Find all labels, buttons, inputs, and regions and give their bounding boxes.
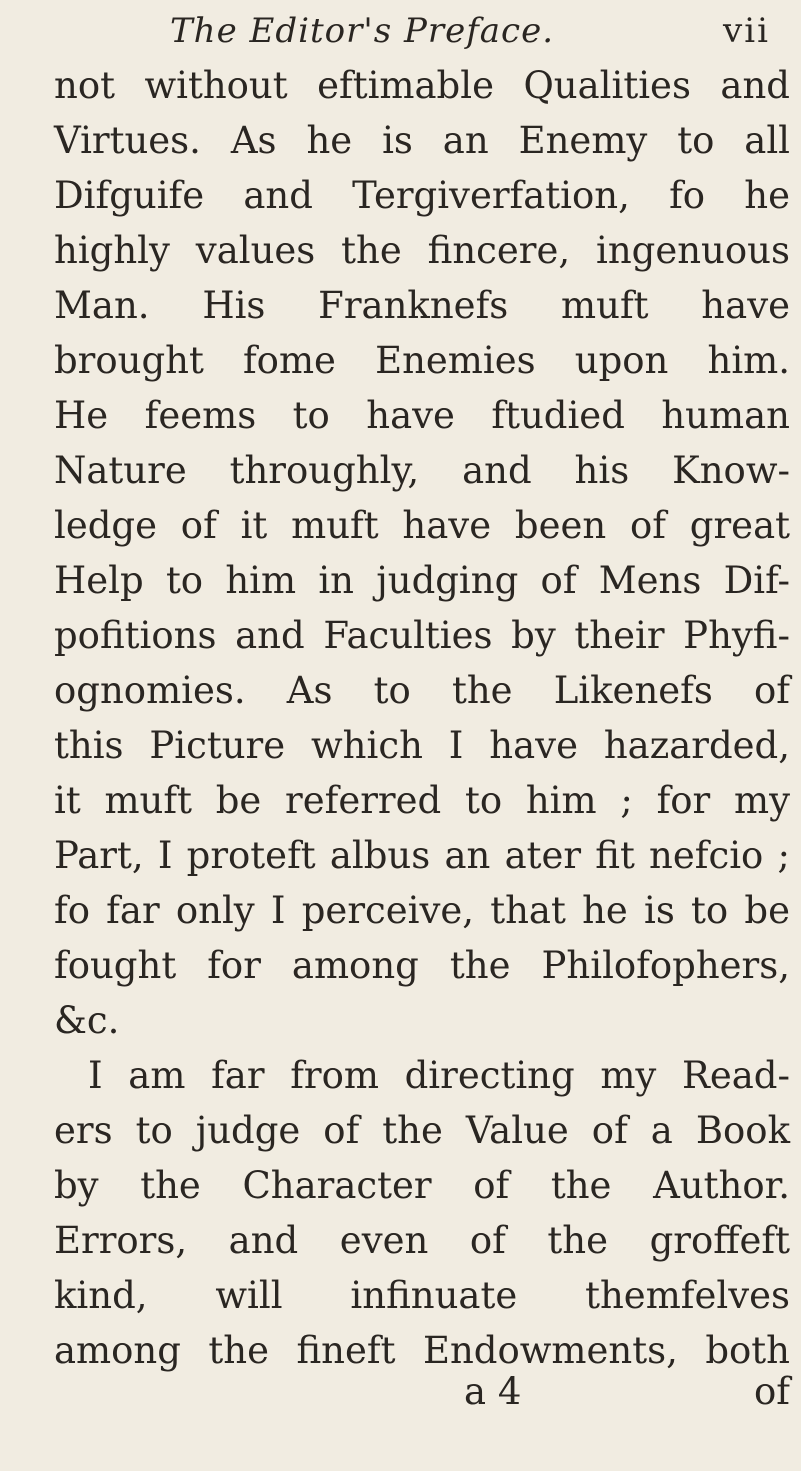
text-line: Nature throughly, and his Know- (54, 449, 790, 492)
text-line: Errors, and even of the groffeft (54, 1219, 790, 1262)
text-line: Help to him in judging of Mens Dif- (54, 559, 790, 602)
text-line: fo far only I perceive, that he is to be (54, 889, 790, 932)
text-line: it muft be referred to him ; for my (54, 779, 790, 822)
text-line: not without eftimable Qualities and (54, 64, 790, 107)
running-head: The Editor's Preface. (170, 11, 555, 51)
text-line: He feems to have ftudied human (54, 394, 790, 437)
text-line: among the fineft Endowments, both (54, 1329, 790, 1372)
text-line: I am far from directing my Read- (88, 1054, 790, 1097)
page-number: vii (723, 11, 770, 51)
paragraph-1 (54, 58, 790, 1048)
text-line: brought fome Enemies upon him. (54, 339, 790, 382)
catchword: of (754, 1370, 790, 1413)
text-line: Man. His Franknefs muft have (54, 284, 790, 327)
text-line: ledge of it muft have been of great (54, 504, 790, 547)
text-line: fought for among the Philofophers, (54, 944, 790, 987)
text-line: by the Character of the Author. (54, 1164, 790, 1207)
page-header (170, 8, 790, 54)
paragraph-2 (54, 1048, 790, 1378)
text-line: this Picture which I have hazarded, (54, 724, 790, 767)
text-line: &c. (54, 999, 120, 1042)
text-line: Difguife and Tergiverfation, fo he (54, 174, 790, 217)
signature-mark: a 4 (464, 1370, 522, 1413)
text-line: Virtues. As he is an Enemy to all (54, 119, 790, 162)
page-footer (54, 1368, 790, 1416)
text-line: kind, will infinuate themfelves (54, 1274, 790, 1317)
text-line: ers to judge of the Value of a Book (54, 1109, 790, 1152)
text-line: pofitions and Faculties by their Phyfi- (54, 614, 790, 657)
body-text (54, 58, 790, 1378)
text-line: ognomies. As to the Likenefs of (54, 669, 790, 712)
text-line: Part, I proteft albus an ater fit nefcio ; (54, 834, 790, 877)
text-line: highly values the fincere, ingenuous (54, 229, 790, 272)
